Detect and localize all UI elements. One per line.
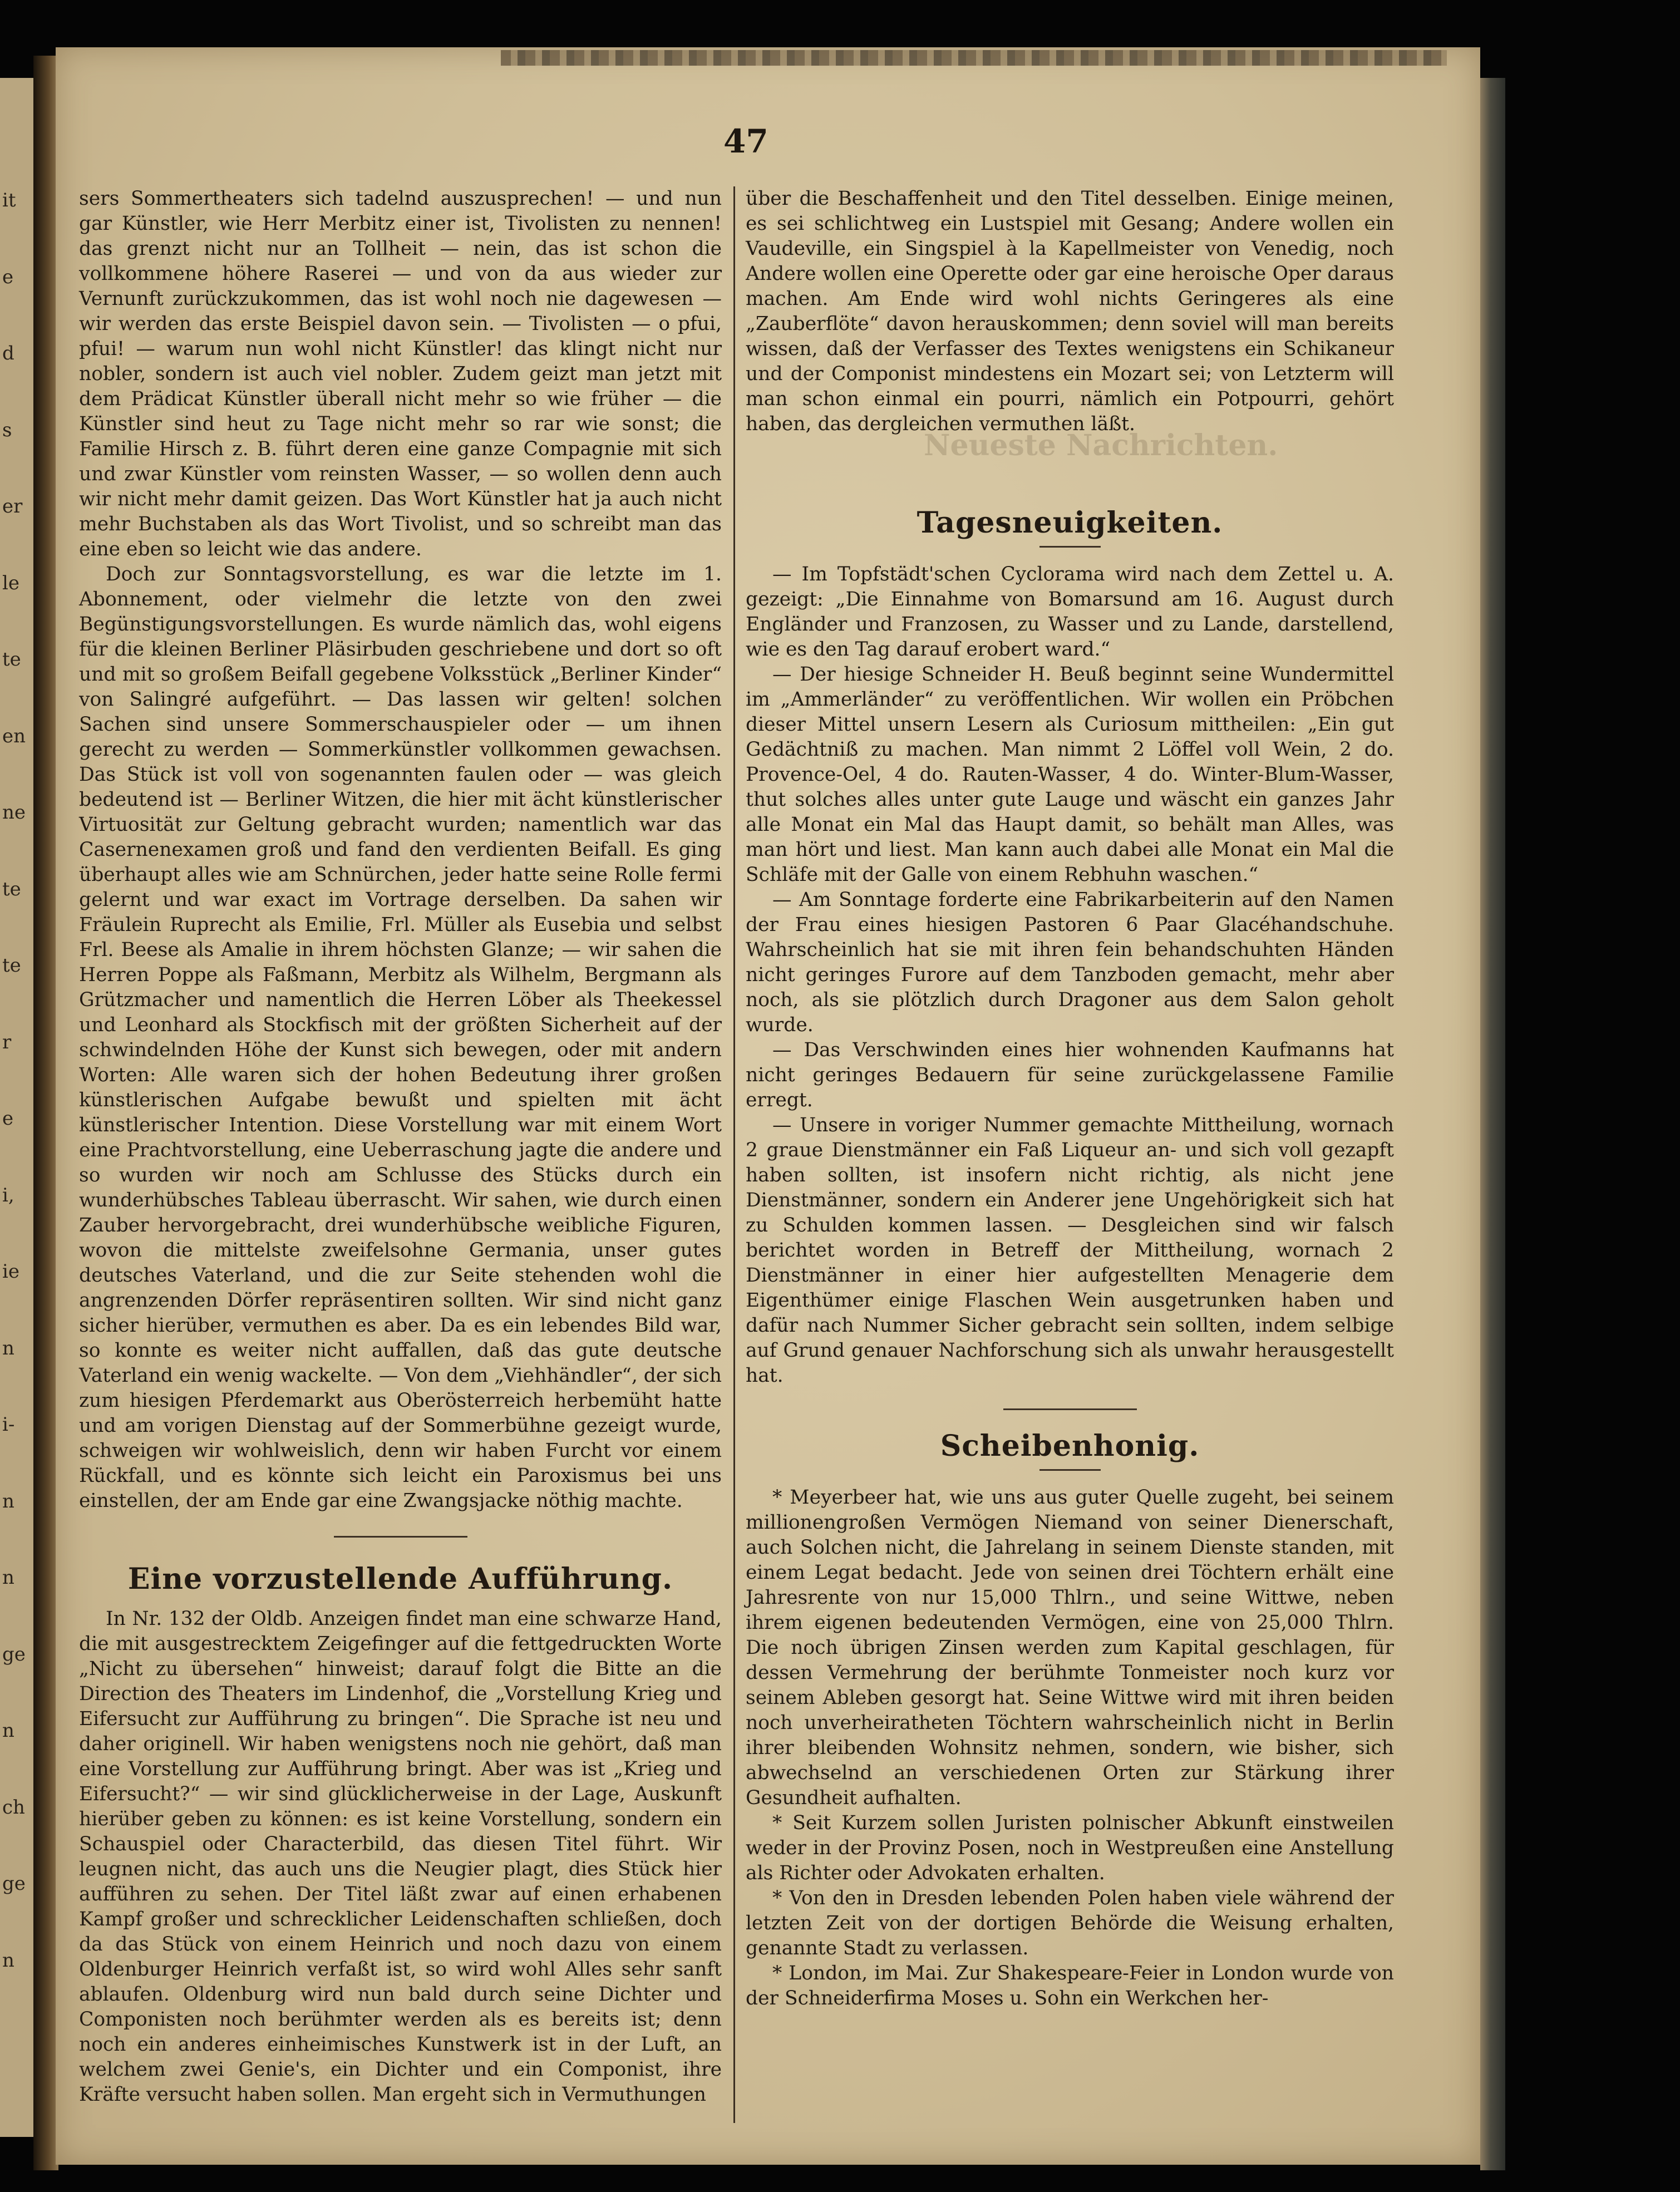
misc-item: * Von den in Dresden lebenden Polen haben viele während der letzten Zeit von der dortigen Behörde die Weisung erhalten, genannte Stadt zu verlassen. [746,1887,1394,1959]
section-title-tagesneuigkeiten: Tagesneuigkeiten. [917,506,1223,540]
facing-page-fragment: ie [2,1260,19,1283]
news-item: — Das Verschwinden eines hier wohnenden Kaufmanns hat nicht geringes Bedauern für seine zurückgelassene Familie erregt. [746,1039,1394,1111]
facing-page-fragment: en [2,725,26,747]
facing-page-fragment: i, [2,1184,14,1206]
news-item: — Der hiesige Schneider H. Beuß beginnt seine Wundermittel im „Ammerländer“ zu veröffentlichen. Wir wollen ein Pröbchen dieser Mittel unsern Lesern als Curiosum mittheilen: „Ein gut Gedächtniß zu machen. Man nimmt 2 Löffel voll Wein, 2 do. Provence-Oel, 4 do. Rauten-Wasser, 4 do. Winter-Blum-Wasser, thut solches alles unter gute Lauge und wäscht ein ganzes Jahr alle Monat ein Mal das Haupt damit, so behält man Alles, was man hört und liest. Man kann auch dabei alle Monat ein Mal die Schläfe mit der Galle von einem Rebhuhn waschen.“ [746,663,1394,886]
facing-page-fragment: le [2,572,19,594]
marbled-cover-edge [501,50,1447,66]
theater-review-paragraph-2: Doch zur Sonntagsvorstellung, es war die letzte im 1. Abonnement, oder vielmehr die letzte von den zwei Begünstigungsvorstellungen. Es wurde nämlich das, wohl eigens für die kleinen Berliner Pläsirbuden geschriebene und dort so oft und mit so großem Beifall gegebene Volksstück „Berliner Kinder“ von Salingré aufgeführt. — Das lassen wir gelten! solchen Sachen sind unsere Sommerschauspieler oder — um ihnen gerecht zu werden — Sommerkünstler vollkommen gewachsen. Das Stück ist voll von sogenannten faulen oder — was gleich bedeutend ist — Berliner Witzen, die hier mit ächt künstlerischer Virtuosität zur Geltung gebracht wurden; namentlich war das Casernenexamen groß und fand den verdienten Beifall. Es ging überhaupt alles wie am Schnürchen, jeder hatte seine Rolle fermi gelernt und war exact im Vortrage derselben. Da sahen wir Fräulein Ruprecht als Emilie, Frl. Müller als Eusebia und selbst Frl. Beese als Amalie in ihrem höchsten Glanze; — wir sahen die Herren Poppe als Faßmann, Merbitz als Wilhelm, Bergmann als Grützmacher und namentlich die Herren Löber als Theekessel und Leonhard als Stockfisch mit der größten Sicherheit auf der schwindelnden Höhe der Kunst sich bewegen, oder mit andern Worten: Alle waren sich der hohen Bedeutung ihrer großen künstlerischen Aufgabe bewußt und spielten mit ächt künstlerischer Intention. Diese Vorstellung war mit einem Wort eine Prachtvorstellung, eine Ueberraschung jagte die andere und so wurden wir noch am Schlusse des Stücks durch ein wunderhübsches Tableau überrascht. Wir sahen, wie durch einen Zauber hervorgebracht, drei wunderhübsche weibliche Figuren, wovon die mittelste zweifelsohne Germania, unser gutes deutsches Vaterland, und die zur Seite stehenden wohl die angrenzenden Dörfer repräsentiren sollten. Wir sind nicht ganz sicher hierüber, vermuthen es aber. Da es ein lebendes Bild war, so konnte es weiter nicht auffallen, daß das gute deutsche Vaterland ein wenig wackelte. — Von dem „Viehhändler“, der sich zum hiesigen Pferdemarkt aus Oberösterreich herbemüht hatte und am vorigen Dienstag auf der Sommerbühne gezeigt wurde, schweigen wir wohlweislich, denn wir haben Furcht vor einem Rückfall, und es könnte sich leicht ein Paroxismus bei uns einstellen, der am Ende gar eine Zwangsjacke nöthig machte. [79,563,722,1512]
theater-review-paragraph-1: sers Sommertheaters sich tadelnd auszusprechen! — und nun gar Künstler, wie Herr Merbitz einer ist, Tivolisten zu nennen! das grenzt nicht nur an Tollheit — nein, das ist schon die vollkommene höhere Raserei — und von da aus wieder zur Vernunft zurückzukommen, das ist wohl noch nie dagewesen — wir werden das erste Beispiel davon sein. — Tivolisten — o pfui, pfui! — warum nun wohl nicht Künstler! das klingt nicht nur nobler, sondern ist auch viel nobler. Zudem geizt man jetzt mit dem Prädicat Künstler überall nicht mehr so wie früher — die Künstler sind heut zu Tage nicht mehr so rar wie sonst; die Familie Hirsch z. B. führt deren eine ganze Compagnie mit sich und zwar Künstler vom reinsten Wasser, — so wollen denn auch wir nicht mehr damit geizen. Das Wort Künstler hat ja auch nicht mehr Buchstaben als das Wort Tivolist, und so schreibt man das eine eben so leicht wie das andere. [79,188,722,560]
misc-item: * Meyerbeer hat, wie uns aus guter Quelle zugeht, bei seinem millionengroßen Vermögen Niemand von seiner Dienerschaft, auch Solchen nicht, die Jahrelang in seinem Dienste standen, mit einem Legat bedacht. Jede von seinen drei Töchtern erhält eine Jahresrente von nur 15,000 Thlrn., und seine Wittwe, neben ihrem eigenen bedeutenden Vermögen, eine von 25,000 Thlrn. Die noch übrigen Zinsen werden zum Kapital geschlagen, für dessen Vermehrung der berühmte Tonmeister noch kurz vor seinem Ableben gesorgt hat. Seine Wittwe wird mit ihren beiden noch unverheiratheten Töchtern wahrscheinlich nicht in Berlin ihrer bleibenden Wohnsitz nehmen, sondern, wie bisher, sich abwechselnd an verschiedenen Orten zur Stärkung ihrer Gesundheit aufhalten. [746,1486,1394,1809]
page-edge-right [1480,78,1505,2170]
facing-page-fragment: s [2,418,12,441]
facing-page-fragment: ch [2,1796,25,1819]
section-divider [1003,1408,1137,1410]
facing-page-fragment: it [2,189,16,211]
facing-page-edge [0,78,36,2137]
facing-page-fragment: ge [2,1643,26,1666]
facing-page-fragment: te [2,954,21,977]
section-title-scheibenhonig: Scheibenhonig. [940,1429,1200,1463]
title-underline [1039,1469,1101,1471]
news-item: — Am Sonntage forderte eine Fabrikarbeiterin auf den Namen der Frau eines hiesigen Pastoren 6 Paar Glacéhandschuhe. Wahrscheinlich hat sie mit ihren fein behandschuhten Händen nicht geringes Furore auf dem Tanzboden gemacht, mehr aber noch, als sie plötzlich durch Dragoner aus dem Salon geholt wurde. [746,889,1394,1036]
facing-page-fragment: e [2,1107,14,1130]
facing-page-fragment: n [2,1567,14,1589]
facing-page-fragment: te [2,648,21,671]
section-title-auffuehrung: Eine vorzustellende Aufführung. [127,1562,673,1596]
facing-page-fragment: i- [2,1413,15,1436]
facing-page-fragment: n [2,1337,14,1359]
facing-page-fragment: n [2,1720,14,1742]
misc-item: * Seit Kurzem sollen Juristen polnischer Abkunft einstweilen weder in der Provinz Posen, noch in Westpreußen eine Anstellung als Richter oder Advokaten erhalten. [746,1812,1394,1884]
facing-page-fragment: er [2,495,23,518]
facing-page-fragment: n [2,1490,14,1513]
facing-page-fragment: te [2,878,21,900]
auffuehrung-continuation: über die Beschaffenheit und den Titel desselben. Einige meinen, es sei schlichtweg ein Lustspiel mit Gesang; Andere wollen ein Vaudeville, ein Singspiel à la Kapellmeister von Venedig, noch Andere wollen eine Operette oder gar eine heroische Oper daraus machen. Am Ende wird wohl nichts Geringeres als eine „Zauberflöte“ davon herauskommen; denn soviel will man bereits wissen, daß der Verfasser des Textes wenigstens ein Schikaneur und der Componist mindestens ein Mozart sei; von Letzterm will man schon einmal ein pourri, nämlich ein Potpourri, gehört haben, das dergleichen vermuthen läßt. [746,188,1394,435]
column-divider [733,186,735,2123]
auffuehrung-paragraph: In Nr. 132 der Oldb. Anzeigen findet man eine schwarze Hand, die mit ausgestrecktem Zeigefinger auf die fettgedruckten Worte „Nicht zu übersehen“ hinweist; darauf folgt die Bitte an die Direction des Theaters im Lindenhof, die „Vorstellung Krieg und Eifersucht zur Aufführung zu bringen“. Die Sprache ist neu und daher originell. Wir haben wenigstens noch nie gehört, daß man eine Vorstellung zur Aufführung bringt. Aber was ist „Krieg und Eifersucht?“ — wir sind glücklicherweise in der Lage, Auskunft hierüber geben zu können: es ist keine Vorstellung, sondern ein Schauspiel oder Characterbild, das diesen Titel führt. Wir leugnen nicht, das auch uns die Neugier plagt, dies Stück hier aufführen zu sehen. Der Titel läßt zwar auf einen erhabenen Kampf großer und schrecklicher Leidenschaften schließen, doch da das Stück von einem Heinrich und noch dazu von einem Oldenburger Heinrich verfaßt ist, so wird wohl Alles sehr sanft ablaufen. Oldenburg wird nun bald durch seine Dichter und Componisten noch berühmter werden als es bereits ist; denn noch ein anderes einheimisches Kunstwerk ist in der Luft, an welchem zwei Genie's, ein Dichter und ein Componist, ihre Kräfte versucht haben sollen. Man ergeht sich in Vermuthungen [79,1608,722,2106]
facing-page-fragment: e [2,265,14,288]
right-column [746,186,1394,2011]
facing-page-fragment: r [2,1031,12,1053]
page-number: 47 [723,122,768,160]
left-column [79,186,722,2107]
title-underline [1039,546,1101,548]
facing-page-fragment: ge [2,1873,26,1895]
facing-page-fragment: d [2,342,14,364]
news-item: — Im Topfstädt'schen Cyclorama wird nach dem Zettel u. A. gezeigt: „Die Einnahme von Bomarsund am 16. August durch Engländer und Franzosen, zu Wasser und zu Lande, darstellend, wie es den Tag darauf erobert ward.“ [746,563,1394,661]
bleed-through-heading: Neueste Nachrichten. [924,428,1278,462]
section-divider [334,1536,467,1538]
news-item: — Unsere in voriger Nummer gemachte Mittheilung, wornach 2 graue Dienstmänner ein Faß Liqueur an- und sich voll gezapft haben sollten, ist insofern nicht richtig, als nicht jene Dienstmänner, sondern ein Anderer jene Ungehörigkeit sich hat zu Schulden kommen lassen. — Desgleichen sind wir falsch berichtet worden in Betreff der Mittheilung, wornach 2 Dienstmänner in einer hier aufgestellten Menagerie dem Eigenthümer einige Flaschen Wein ausgetrunken haben und dafür nach Nummer Sicher gebracht sein sollten, indem selbige auf Grund genauer Nachforschung sich als unwahr herausgestellt hat. [746,1114,1394,1387]
misc-item: * London, im Mai. Zur Shakespeare-Feier in London wurde von der Schneiderfirma Moses u. Sohn ein Werkchen her- [746,1962,1394,2009]
facing-page-fragment: ne [2,801,26,824]
book-binding [33,56,58,2170]
facing-page-fragment: n [2,1949,14,1972]
